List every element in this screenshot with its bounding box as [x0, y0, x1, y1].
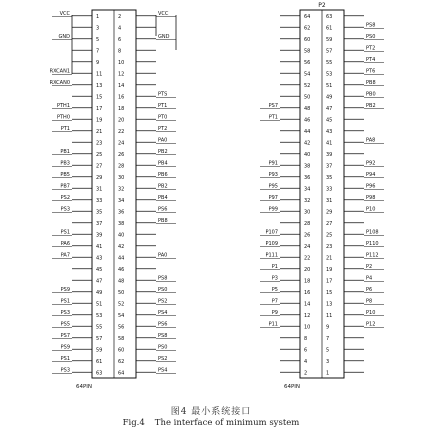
- connector-left-pin-number: 36: [118, 209, 125, 216]
- connector-right-pin-number: 63: [326, 13, 333, 20]
- connector-left-pin-number: 57: [96, 335, 103, 342]
- connector-right-pin-number: 38: [304, 163, 311, 170]
- connector-left-net-label-right: VCC: [158, 10, 169, 17]
- connector-right-pin-number: 4: [304, 358, 308, 365]
- connector-right-pin-number: 15: [326, 289, 333, 296]
- connector-right-net-label-left: P93: [268, 171, 278, 178]
- connector-left-pin-number: 56: [118, 324, 125, 331]
- connector-left-net-label-right: PS8: [158, 332, 168, 339]
- connector-right-pin-number: 25: [326, 232, 333, 239]
- connector-left-net-label-left: PS7: [60, 332, 70, 339]
- connector-right-net-label-left: P7: [271, 298, 278, 305]
- connector-left-pin-number: 46: [118, 266, 125, 273]
- connector-left-net-label-right: PS6: [158, 206, 168, 213]
- connector-right-pin-number: 64: [304, 13, 311, 20]
- connector-left-pin-number: 22: [118, 128, 125, 135]
- connector-right-pin-number: 36: [304, 174, 311, 181]
- connector-left-net-label-left: PS3: [60, 367, 70, 374]
- connector-left-pin-number: 41: [96, 243, 103, 250]
- connector-left-pin-number: 38: [118, 220, 125, 227]
- connector-right-net-label-left: P9: [271, 309, 278, 316]
- connector-left-net-label-left: PT1: [60, 125, 70, 132]
- connector-left-pin-number: 52: [118, 301, 125, 308]
- connector-right-net-label-left: P91: [268, 160, 278, 167]
- connector-left-pin-number: 62: [118, 358, 125, 365]
- connector-right-net-label-right: P10: [366, 309, 376, 316]
- connector-right-net-label-right: P98: [366, 194, 376, 201]
- connector-right-pin-number: 12: [304, 312, 311, 319]
- connector-left-net-label-left: GND: [58, 33, 70, 40]
- connector-left-net-label-left: VCC: [59, 10, 70, 17]
- connector-left-pin-number: 17: [96, 105, 103, 112]
- connector-left-pin-number: 34: [118, 197, 125, 204]
- connector-left-pin-number: 35: [96, 209, 103, 216]
- connector-left-pin-number: 12: [118, 71, 125, 78]
- connector-right-pin-number: 7: [326, 335, 330, 342]
- connector-right-pin-number: 50: [304, 94, 311, 101]
- connector-left-pin-number: 6: [118, 36, 122, 43]
- connector-left-net-label-left: PB1: [60, 148, 70, 155]
- connector-left-net-label-right: PS0: [158, 286, 168, 293]
- connector-right-pin-number: 26: [304, 232, 311, 239]
- connector-right-net-label-right: P94: [366, 171, 376, 178]
- connector-right-net-label-right: PB0: [366, 91, 376, 98]
- connector-right-pin-number: 1: [326, 370, 330, 377]
- connector-left-net-label-right: PS2: [158, 298, 168, 305]
- connector-left-pin-number: 4: [118, 25, 122, 32]
- connector-right-pin-number: 58: [304, 48, 311, 55]
- connector-left-pin-number: 58: [118, 335, 125, 342]
- connector-right-pin-number: 48: [304, 105, 311, 112]
- connector-left-pin-number: 8: [118, 48, 122, 55]
- connector-left-pin-number: 10: [118, 59, 125, 66]
- connector-left-net-label-left: PS1: [60, 229, 70, 236]
- connector-right-pin-number: 55: [326, 59, 333, 66]
- caption-english: [0, 418, 422, 428]
- connector-left-net-label-left: PS1: [60, 355, 70, 362]
- connector-right-pin-number: 17: [326, 278, 333, 285]
- connector-right-pin-number: 44: [304, 128, 311, 135]
- connector-right-pin-number: 60: [304, 36, 311, 43]
- connector-left-net-label-left: PS9: [60, 344, 70, 351]
- connector-right-pin-number: 35: [326, 174, 333, 181]
- connector-right-pin-number: 18: [304, 278, 311, 285]
- connector-left-net-label-right: PB2: [158, 183, 168, 190]
- connector-left-pin-number: 25: [96, 151, 103, 158]
- connector-left-pin-number: 42: [118, 243, 125, 250]
- connector-left-pin-number: 20: [118, 117, 125, 124]
- connector-right-pin-number: 54: [304, 71, 311, 78]
- connector-right-pin-number: 30: [304, 209, 311, 216]
- connector-right-pin-number: 22: [304, 255, 311, 262]
- connector-left-pin-number: 48: [118, 278, 125, 285]
- connector-right-net-label-right: P108: [366, 229, 379, 236]
- connector-left-pin-number: 7: [96, 48, 100, 55]
- connector-right-pin-number: 33: [326, 186, 333, 193]
- connector-right-pin-number: 43: [326, 128, 333, 135]
- connector-right-net-label-right: P8: [366, 298, 373, 305]
- connector-right-pin-number: 42: [304, 140, 311, 147]
- connector-right-net-label-right: PS8: [366, 22, 376, 29]
- connector-right-pin-number: 3: [326, 358, 330, 365]
- connector-left-pin-number: 24: [118, 140, 125, 147]
- connector-left-net-label-right: PS4: [158, 367, 168, 374]
- connector-right-net-label-left: P109: [265, 240, 278, 247]
- connector-right-net-label-left: P95: [268, 183, 278, 190]
- connector-right-net-label-left: PS7: [268, 102, 278, 109]
- connector-left-pin-number: 5: [96, 36, 100, 43]
- connector-left-pin-number: 37: [96, 220, 103, 227]
- connector-left-pin-number: 49: [96, 289, 103, 296]
- connector-left-net-label-right: PB8: [158, 217, 168, 224]
- connector-right-pin-number: 29: [326, 209, 333, 216]
- connector-left-net-label-left: PB3: [60, 160, 70, 167]
- connector-right-pin-number: 47: [326, 105, 333, 112]
- connector-right-net-label-right: PT2: [366, 45, 376, 52]
- connector-left-pin-number: 21: [96, 128, 103, 135]
- connector-left-net-label-right: PA0: [158, 137, 168, 144]
- connector-left-net-label-left: RXCAN1: [49, 68, 70, 75]
- connector-right-net-label-right: PT6: [366, 68, 376, 75]
- connector-left-pin-number: 59: [96, 347, 103, 354]
- connector-left-label: 64PIN: [75, 384, 93, 390]
- connector-right-net-label-right: PS0: [366, 33, 376, 40]
- connector-left-pin-number: 11: [96, 71, 103, 78]
- connector-right-pin-number: 40: [304, 151, 311, 158]
- connector-right-net-label-left: P99: [268, 206, 278, 213]
- connector-left-pin-number: 3: [96, 25, 100, 32]
- connector-left-net-label-left: PS3: [60, 309, 70, 316]
- connector-right-pin-number: 49: [326, 94, 333, 101]
- connector-left-net-label-right: PTS: [158, 91, 168, 98]
- connector-right-label: 64PIN: [283, 384, 301, 390]
- connector-left-net-label-right: PS6: [158, 321, 168, 328]
- connector-left-pin-number: 32: [118, 186, 125, 193]
- connector-left-net-label-right: PB6: [158, 171, 168, 178]
- connector-left-pin-number: 18: [118, 105, 125, 112]
- connector-right-net-label-right: PB8: [366, 79, 376, 86]
- connector-left-pin-number: 27: [96, 163, 103, 170]
- connector-right-pin-number: 11: [326, 312, 333, 319]
- connector-left-net-label-right: PB2: [158, 148, 168, 155]
- connector-right-net-label-right: P112: [366, 252, 379, 259]
- connector-right-pin-number: 16: [304, 289, 311, 296]
- connector-left-net-label-right: PT1: [158, 102, 168, 109]
- connector-left-pin-number: 28: [118, 163, 125, 170]
- connector-left-pin-number: 30: [118, 174, 125, 181]
- connector-right-pin-number: 51: [326, 82, 333, 89]
- connector-right-net-label-right: PT4: [366, 56, 376, 63]
- connector-left-net-label-left: PS9: [60, 286, 70, 293]
- connector-left-net-label-right: PB4: [158, 160, 168, 167]
- connector-right-pin-number: 61: [326, 25, 333, 32]
- connector-right-net-label-right: P2: [366, 263, 373, 270]
- connector-left-pin-number: 40: [118, 232, 125, 239]
- connector-right-title: P2: [318, 2, 326, 9]
- connector-right-pin-number: 8: [304, 335, 308, 342]
- caption-figure-number: Fig.4: [122, 418, 145, 428]
- connector-right-net-label-right: PA8: [366, 137, 376, 144]
- connector-left-pin-number: 61: [96, 358, 103, 365]
- connector-left-pin-number: 45: [96, 266, 103, 273]
- connector-left-pin-number: 26: [118, 151, 125, 158]
- connector-right-pin-number: 5: [326, 347, 330, 354]
- connector-left-net-label-left: PA7: [60, 252, 70, 259]
- connector-right-pin-number: 28: [304, 220, 311, 227]
- connector-right-pin-number: 10: [304, 324, 311, 331]
- connector-left-net-label-left: PB7: [60, 183, 70, 190]
- connector-right-pin-number: 9: [326, 324, 330, 331]
- connector-right-pin-number: 31: [326, 197, 333, 204]
- connector-left-pin-number: 63: [96, 370, 103, 377]
- connector-right-net-label-left: P3: [271, 275, 278, 282]
- connector-left-net-label-left: PTH1: [56, 102, 70, 109]
- connector-left-net-label-right: PS2: [158, 355, 168, 362]
- connector-left-net-label-right: PS0: [158, 344, 168, 351]
- connector-right-net-label-right: PB2: [366, 102, 376, 109]
- connector-right-net-label-left: P111: [265, 252, 278, 259]
- connector-right-net-label-right: P12: [366, 321, 376, 328]
- connector-left-pin-number: 16: [118, 94, 125, 101]
- connector-left-net-label-left: PA6: [60, 240, 70, 247]
- connector-right-pin-number: 21: [326, 255, 333, 262]
- connector-left-pin-number: 39: [96, 232, 103, 239]
- connector-left-pin-number: 50: [118, 289, 125, 296]
- connector-left-pin-number: 55: [96, 324, 103, 331]
- connector-left-pin-number: 2: [118, 13, 122, 20]
- connector-left-pin-number: 29: [96, 174, 103, 181]
- caption-chinese: 图4 最小系统接口: [170, 407, 252, 417]
- connector-right-net-label-right: P4: [366, 275, 373, 282]
- connector-left-pin-number: 64: [118, 370, 125, 377]
- connector-right-pin-number: 19: [326, 266, 333, 273]
- connector-right-pin-number: 32: [304, 197, 311, 204]
- connector-left-net-label-right: PA0: [158, 252, 168, 259]
- connector-right-pin-number: 37: [326, 163, 333, 170]
- connector-left-pin-number: 60: [118, 347, 125, 354]
- connector-right-net-label-left: P1: [271, 263, 278, 270]
- connector-left-net-label-left: PS2: [60, 194, 70, 201]
- connector-right-net-label-left: P97: [268, 194, 278, 201]
- connector-left-pin-number: 54: [118, 312, 125, 319]
- connector-right-pin-number: 2: [304, 370, 308, 377]
- connector-left-net-label-left: PS5: [60, 321, 70, 328]
- connector-right-pin-number: 20: [304, 266, 311, 273]
- connector-right-net-label-right: P110: [366, 240, 379, 247]
- connector-left-pin-number: 47: [96, 278, 103, 285]
- connector-left-net-label-left: PS1: [60, 298, 70, 305]
- connector-right-pin-number: 23: [326, 243, 333, 250]
- connector-left-net-label-left: PTH0: [56, 114, 70, 121]
- caption-text: The interface of minimum system: [154, 418, 300, 428]
- connector-left-pin-number: 33: [96, 197, 103, 204]
- connector-right-net-label-left: P11: [268, 321, 278, 328]
- connector-left-pin-number: 31: [96, 186, 103, 193]
- connector-left-pin-number: 19: [96, 117, 103, 124]
- connector-left-pin-number: 51: [96, 301, 103, 308]
- connector-right-pin-number: 27: [326, 220, 333, 227]
- connector-left-pin-number: 23: [96, 140, 103, 147]
- connector-right-net-label-left: P5: [271, 286, 278, 293]
- connector-left-pin-number: 43: [96, 255, 103, 262]
- connector-right-pin-number: 34: [304, 186, 311, 193]
- connector-right-pin-number: 45: [326, 117, 333, 124]
- connector-left-pin-number: 9: [96, 59, 100, 66]
- connector-left-pin-number: 15: [96, 94, 103, 101]
- connector-right-pin-number: 59: [326, 36, 333, 43]
- connector-left-pin-number: 14: [118, 82, 125, 89]
- connector-right-net-label-left: P107: [265, 229, 278, 236]
- connector-right-pin-number: 24: [304, 243, 311, 250]
- connector-left-net-label-left: PB5: [60, 171, 70, 178]
- connector-left-pin-number: 1: [96, 13, 100, 20]
- connector-right-pin-number: 53: [326, 71, 333, 78]
- connector-right-pin-number: 41: [326, 140, 333, 147]
- connector-left-net-label-right: PT2: [158, 125, 168, 132]
- connector-left-net-label-right: PS4: [158, 309, 168, 316]
- connector-left-net-label-left: RXCAN0: [49, 79, 70, 86]
- connector-right-pin-number: 13: [326, 301, 333, 308]
- connector-right-pin-number: 52: [304, 82, 311, 89]
- connector-left-pin-number: 53: [96, 312, 103, 319]
- connector-left-net-label-left: PS3: [60, 206, 70, 213]
- connector-right-net-label-right: P92: [366, 160, 376, 167]
- connector-right-pin-number: 56: [304, 59, 311, 66]
- connector-right-pin-number: 57: [326, 48, 333, 55]
- connector-right-net-label-left: PT1: [268, 114, 278, 121]
- connector-right-pin-number: 14: [304, 301, 311, 308]
- connector-right-pin-number: 6: [304, 347, 308, 354]
- connector-left-net-label-right: PT0: [158, 114, 168, 121]
- connector-right-net-label-right: P10: [366, 206, 376, 213]
- connector-left-net-label-right: PB4: [158, 194, 168, 201]
- connector-left-pin-number: 13: [96, 82, 103, 89]
- connector-right-net-label-right: P96: [366, 183, 376, 190]
- connector-right-net-label-right: P6: [366, 286, 373, 293]
- connector-right-pin-number: 62: [304, 25, 311, 32]
- connector-left-net-label-right: GND: [158, 33, 170, 40]
- connector-left-pin-number: 44: [118, 255, 125, 262]
- connector-left-net-label-right: PS8: [158, 275, 168, 282]
- connector-right-pin-number: 39: [326, 151, 333, 158]
- connector-right-pin-number: 46: [304, 117, 311, 124]
